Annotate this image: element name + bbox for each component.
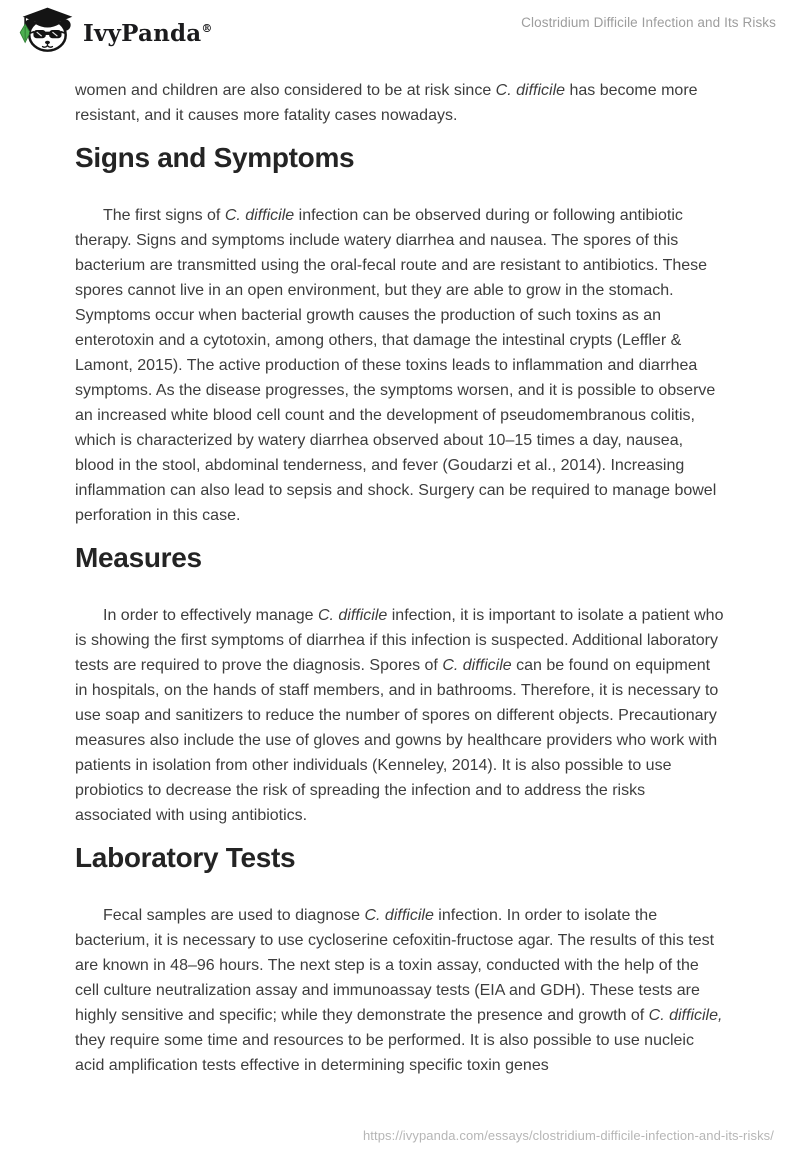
source-url: https://ivypanda.com/essays/clostridium-difficile-infection-and-its-risks/	[362, 1128, 774, 1143]
latin-term: C. difficile	[364, 907, 434, 924]
essay-paragraph	[75, 903, 724, 1078]
text-run: women and children are also considered to be at risk since	[75, 82, 496, 99]
latin-term: C. difficile	[495, 82, 566, 99]
section-heading-signs-and-symptoms: Signs and Symptoms	[75, 142, 355, 173]
text-run: infection. In order to isolate the bacterium, it is necessary to use cycloserine cefoxitin-fructose agar. The results of this test are known in 48–96 hours. The next step is a toxin assay, conducted with the help of the cell culture neutralization assay and immunoassay tests (EIA and GDH). These tests are highly sensitive and specific; while they demonstrate the presence and growth of	[75, 907, 715, 1024]
essay-paragraph	[75, 78, 724, 128]
text-run: has become more resistant, and it causes more fatality cases nowadays.	[75, 82, 698, 124]
essay-paragraph	[75, 603, 724, 828]
latin-term: C. difficile	[442, 657, 512, 674]
essay-body	[0, 60, 724, 1078]
document-title: Clostridium Difficile Infection and Its Risks	[521, 15, 776, 30]
text-run: Fecal samples are used to diagnose	[103, 907, 365, 924]
latin-term: C. difficile,	[648, 1007, 723, 1024]
ivypanda-logo	[16, 6, 213, 54]
panda-graduate-icon	[16, 6, 74, 54]
text-run: can be found on equipment in hospitals, on the hands of staff members, and in bathrooms. Therefore, it is necessary to use soap and sanitizers to reduce the number of spores on different objects. Precautionary measures also include the use of gloves and gowns by healthcare providers who work with patients in isolation from other individuals (Kenneley, 2014). It is also possible to use probiotics to decrease the risk of spreading the infection and to address the risks associated with using antibiotics.	[75, 657, 719, 824]
brand-name	[83, 16, 213, 45]
text-run: In order to effectively manage	[103, 607, 318, 624]
text-run: The first signs of	[103, 207, 225, 224]
latin-term: C. difficile	[224, 207, 295, 224]
brand-wordmark: IvyPanda	[83, 19, 202, 47]
section-heading-laboratory-tests: Laboratory Tests	[75, 842, 296, 873]
page-header	[0, 0, 800, 60]
latin-term: C. difficile	[317, 607, 388, 624]
registered-trademark: ®	[201, 21, 213, 35]
text-run: they require some time and resources to be performed. It is also possible to use nucleic acid amplification tests effective in determining specific toxin genes	[75, 1032, 694, 1074]
text-run: infection can be observed during or following antibiotic therapy. Signs and symptoms include watery diarrhea and nausea. The spores of this bacterium are transmitted using the oral-fecal route and are resistant to antibiotics. These spores cannot live in an open environment, but they are able to grow in the stomach. Symptoms occur when bacterial growth causes the production of such toxins as an enterotoxin and a cytotoxin, among others, that damage the intestinal crypts (Leffler & Lamont, 2015). The active production of these toxins leads to inflammation and diarrhea symptoms. As the disease progresses, the symptoms worsen, and it is possible to observe an increased white blood cell count and the development of pseudomembranous colitis, which is characterized by watery diarrhea observed about 10–15 times a day, nausea, blood in the stool, abdominal tenderness, and fever (Goudarzi et al., 2014). Increasing inflammation can also lead to sepsis and shock. Surgery can be required to manage bowel perforation in this case.	[75, 207, 717, 524]
section-heading-measures: Measures	[75, 542, 202, 573]
page-footer	[363, 1128, 774, 1143]
essay-paragraph	[75, 203, 724, 528]
text-run: infection, it is important to isolate a patient who is showing the first symptoms of diarrhea if this infection is suspected. Additional laboratory tests are required to prove the diagnosis. Spores of	[75, 607, 724, 674]
